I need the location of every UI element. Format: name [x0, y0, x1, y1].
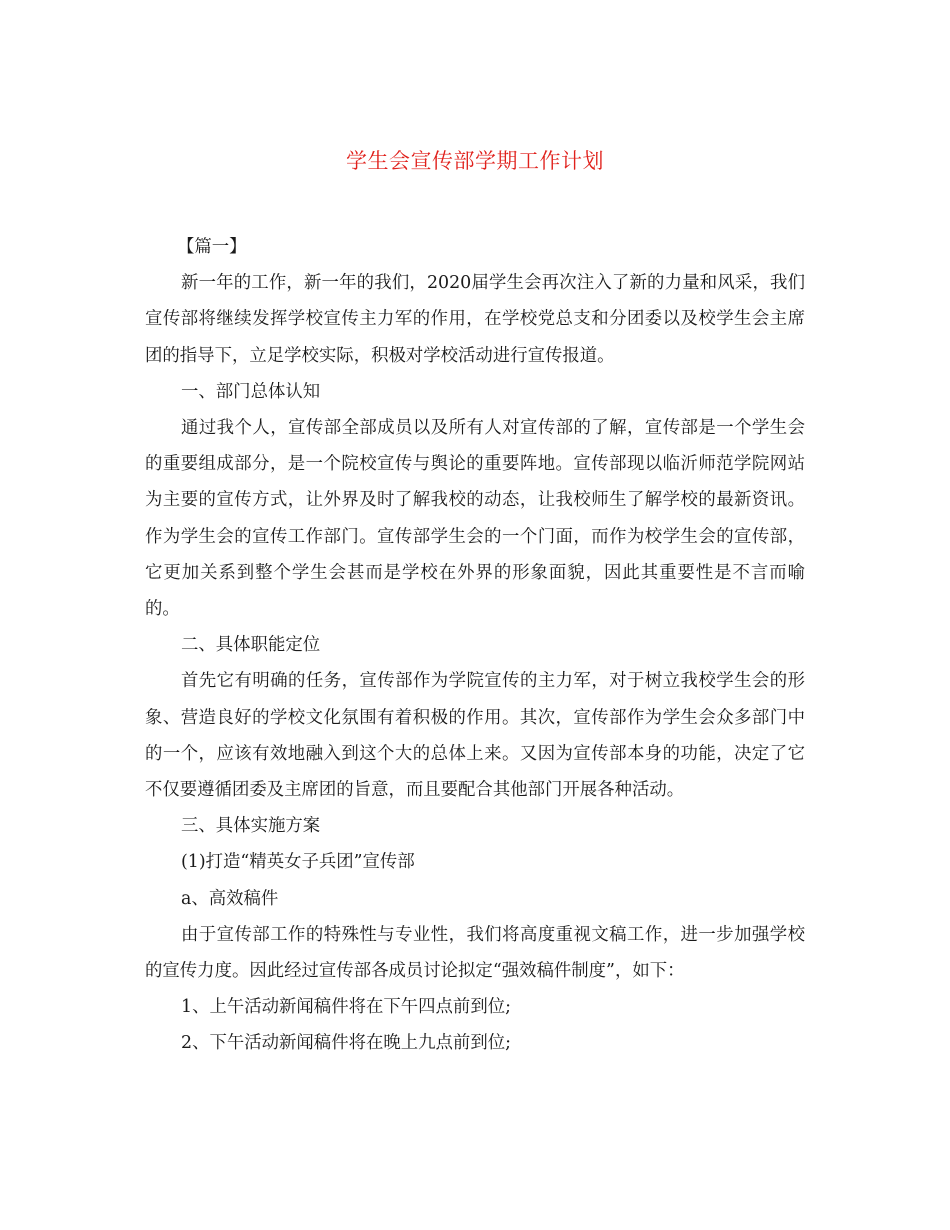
section-marker-part-one: 【篇一】 [177, 237, 247, 257]
subheading-efficient-drafts: a、高效稿件 [181, 888, 279, 909]
heading-implementation-plan: 三、具体实施方案 [181, 816, 321, 837]
paragraph-function-positioning: 首先它有明确的任务，宣传部作为学院宣传的主力军，对于树立我校学生会的形象、营造良好的学校文化氛围有着积极的作用。其次，宣传部作为学生会众多部门中的一个，应该有效地融入到这个大的总体上来。又因为宣传部本身的功能，决定了它不仅要遵循团委及主席团的旨意，而且要配合其他部门开展各种活动。 [145, 671, 805, 801]
paragraph-intro: 新一年的工作，新一年的我们，2020届学生会再次注入了新的力量和风采，我们宣传部将继续发挥学校宣传主力军的作用，在学校党总支和分团委以及校学生会主席团的指导下，立足学校实际，积极对学校活动进行宣传报道。 [145, 273, 805, 366]
document-body [145, 229, 805, 1062]
list-item-afternoon-deadline: 2、下午活动新闻稿件将在晚上九点前到位; [181, 1033, 511, 1054]
paragraph-department-overview: 通过我个人，宣传部全部成员以及所有人对宣传部的了解，宣传部是一个学生会的重要组成部分，是一个院校宣传与舆论的重要阵地。宣传部现以临沂师范学院网站为主要的宣传方式，让外界及时了解我校的动态，让我校师生了解学校的最新资讯。作为学生会的宣传工作部门。宣传部学生会的一个门面，而作为校学生会的宣传部，它更加关系到整个学生会甚而是学校在外界的形象面貌，因此其重要性是不言而喻的。 [145, 418, 805, 620]
paragraph-draft-system: 由于宣传部工作的特殊性与专业性，我们将高度重视文稿工作，进一步加强学校的宣传力度。因此经过宣传部各成员讨论拟定“强效稿件制度”，如下： [145, 924, 805, 982]
heading-department-overview: 一、部门总体认知 [181, 381, 321, 402]
subheading-elite-team: (1)打造“精英女子兵团”宣传部 [181, 852, 415, 873]
document-title: 学生会宣传部学期工作计划 [346, 149, 604, 173]
heading-function-positioning: 二、具体职能定位 [181, 635, 321, 656]
list-item-morning-deadline: 1、上午活动新闻稿件将在下午四点前到位; [181, 997, 511, 1018]
